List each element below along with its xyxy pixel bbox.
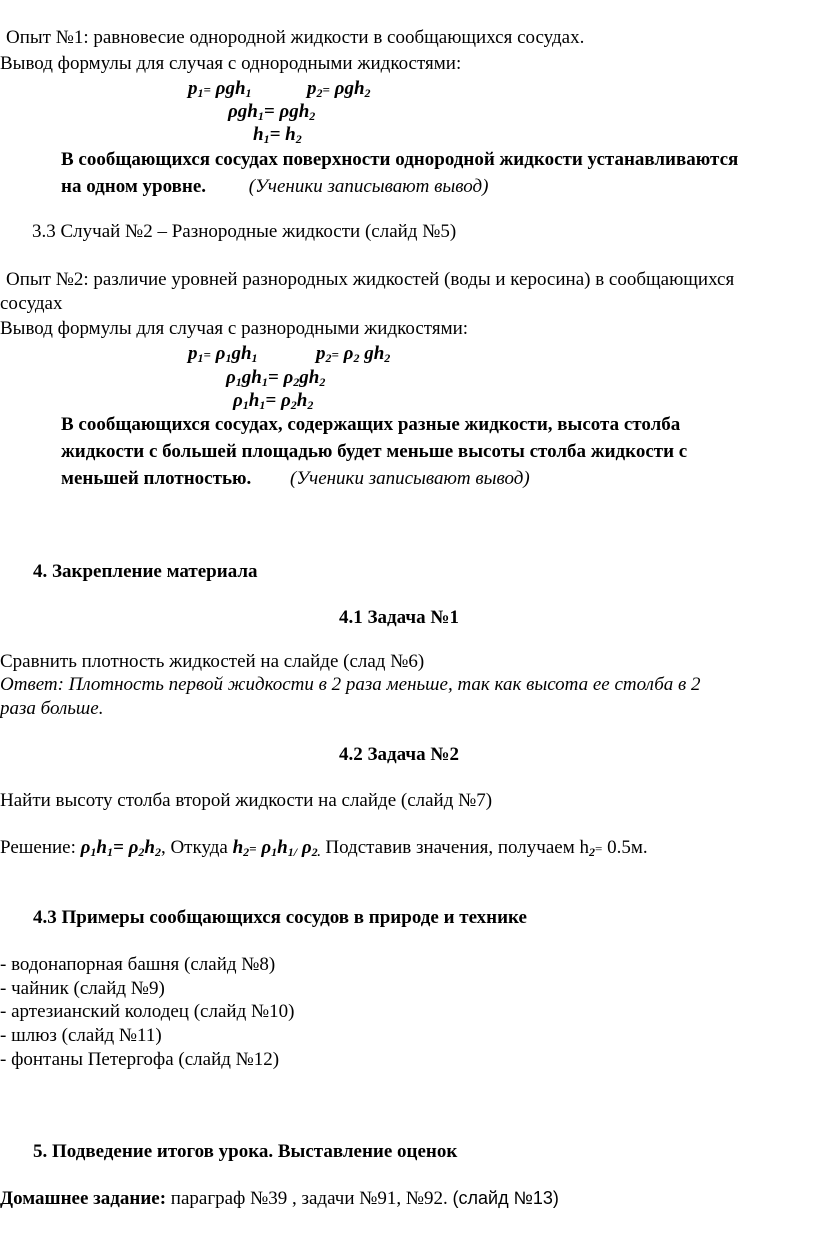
exp2-title-1: Опыт №2: различие уровней разнородных жидкостей (воды и керосина) в сообщающихся — [6, 269, 735, 290]
task1-text: Сравнить плотность жидкостей на слайде (слад №6) — [0, 651, 425, 672]
exp2-conclusion-3: меньшей плотностью. (Ученики записывают вывод) — [61, 468, 530, 489]
exp2-title-2: сосудах — [0, 293, 63, 314]
exp1-formula-4: $h_1= h_2$ — [253, 124, 302, 146]
list-item: - шлюз (слайд №11) — [0, 1025, 162, 1046]
homework-label: Домашнее задание: — [0, 1188, 167, 1209]
homework: Домашнее задание: параграф №39 , задачи №91, №92. (слайд №13) — [0, 1188, 559, 1209]
task2-heading: 4.2 Задача №2 — [339, 744, 459, 765]
exp1-title: Опыт №1: равновесие однородной жидкости в сообщающихся сосудах. — [6, 27, 585, 48]
case2-heading: 3.3 Случай №2 – Разнородные жидкости (слайд №5) — [32, 221, 457, 242]
list-item: - чайник (слайд №9) — [0, 978, 165, 999]
task1-answer-1: Ответ: Плотность первой жидкости в 2 раза меньше, так как высота ее столба в 2 — [0, 674, 701, 695]
task1-answer-2: раза больше. — [0, 698, 104, 719]
exp1-formula-2: $p_2= \rho gh_2$ — [307, 78, 371, 100]
exp1-conclusion-1: В сообщающихся сосудах поверхности однородной жидкости устанавливаются — [61, 149, 739, 170]
section-4-heading: 4. Закрепление материала — [33, 561, 258, 582]
exp2-formula-1: $p_1= \rho_1gh_1$ — [188, 343, 258, 365]
list-item: - фонтаны Петергофа (слайд №12) — [0, 1049, 280, 1070]
exp1-derivation: Вывод формулы для случая с однородными жидкостями: — [0, 53, 462, 74]
exp2-formula-4: $\rho_1h_1= \rho_2h_2$ — [233, 390, 314, 412]
exp2-derivation: Вывод формулы для случая с разнородными жидкостями: — [0, 318, 469, 339]
list-item: - водонапорная башня (слайд №8) — [0, 954, 276, 975]
exp2-conclusion-1: В сообщающихся сосудах, содержащих разные жидкости, высота столба — [61, 414, 681, 435]
exp1-note: (Ученики записывают вывод) — [248, 176, 489, 197]
list-item: - артезианский колодец (слайд №10) — [0, 1001, 295, 1022]
task3-heading: 4.3 Примеры сообщающихся сосудов в природе и технике — [33, 907, 527, 928]
exp1-formula-3: ρgh$_1$= ρgh$_2$ — [228, 101, 316, 123]
task1-heading: 4.1 Задача №1 — [339, 607, 459, 628]
exp1-conclusion-2: на одном уровне. (Ученики записывают вывод) — [61, 176, 489, 197]
exp2-conclusion-2: жидкости с большей площадью будет меньше высоты столба жидкости с — [61, 441, 688, 462]
exp1-formula-1: $p_1= \rho gh_1$ — [188, 78, 252, 100]
exp2-formula-3: $\rho_1gh_1= \rho_2gh_2$ — [226, 367, 326, 389]
exp2-note: (Ученики записывают вывод) — [290, 468, 530, 489]
section-5-heading: 5. Подведение итогов урока. Выставление оценок — [33, 1141, 458, 1162]
exp2-formula-2: $p_2= \rho_2$ $gh_2$ — [316, 343, 391, 365]
task2-text: Найти высоту столба второй жидкости на слайде (слайд №7) — [0, 790, 493, 811]
task2-solution: Решение: $\rho_1h_1= \rho_2h_2$, Откуда $h_2= \rho_1h_{1/}$ $\rho_{2.}$ Подставив значения, получаем $h_2= 0.5м$. — [0, 837, 648, 859]
